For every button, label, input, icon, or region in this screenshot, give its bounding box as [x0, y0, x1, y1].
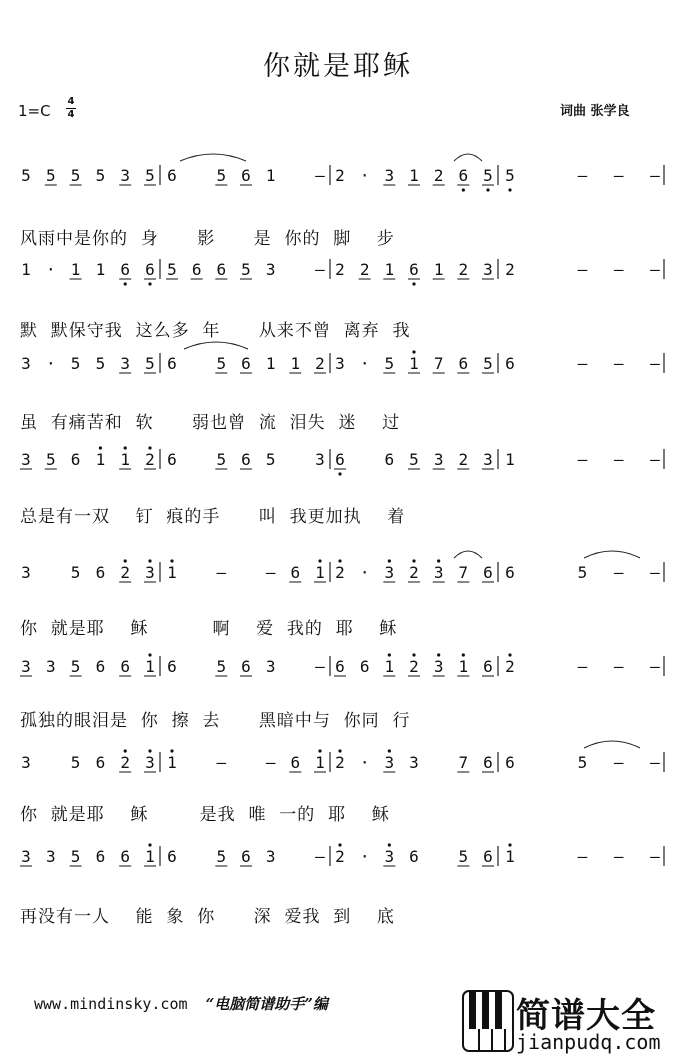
lyric-line-6: 孤独的眼泪是 你 擦 去 黑暗中与 你同 行 — [20, 711, 411, 731]
note: 7 — [458, 563, 469, 582]
low-dot — [148, 282, 151, 285]
note: 1 — [167, 563, 177, 582]
note: 6 — [70, 450, 81, 469]
note: 3 — [384, 166, 395, 185]
note: 6 — [483, 563, 493, 582]
note: 6 — [95, 753, 106, 772]
note: — — [216, 563, 227, 582]
note: 2 — [458, 450, 469, 469]
note: 2 — [409, 563, 419, 582]
note: 3 — [120, 166, 131, 185]
note: 3 — [483, 260, 493, 279]
note: 3 — [21, 563, 31, 582]
high-dot — [338, 843, 341, 846]
note: 3 — [433, 450, 444, 469]
note: 1 — [384, 260, 395, 279]
footer — [34, 993, 328, 1014]
note: 6 — [335, 450, 345, 469]
low-dot — [462, 188, 465, 191]
note: 3 — [45, 657, 56, 676]
note: 2 — [335, 753, 345, 772]
note: — — [265, 563, 276, 582]
note: — — [613, 260, 624, 279]
note: 6 — [359, 657, 370, 676]
note: — — [577, 657, 588, 676]
note: 1 — [21, 260, 31, 279]
note: 1 — [315, 563, 325, 582]
note: 6 — [145, 260, 155, 279]
note: 5 — [21, 166, 31, 185]
note: 6 — [241, 657, 251, 676]
note: 5 — [483, 354, 493, 373]
note: 6 — [167, 166, 177, 185]
note: 2 — [505, 657, 515, 676]
note: 3 — [384, 753, 395, 772]
note: 6 — [241, 450, 251, 469]
logo-text: 简谱大全 — [516, 996, 656, 1036]
note: 1 — [290, 354, 301, 373]
high-dot — [508, 843, 511, 846]
note: 1 — [409, 354, 419, 373]
high-dot — [148, 749, 151, 752]
note: 5 — [216, 450, 227, 469]
note: 1 — [315, 753, 325, 772]
low-dot — [486, 188, 489, 191]
note: 3 — [145, 563, 155, 582]
high-dot — [462, 653, 465, 656]
note: 6 — [483, 753, 493, 772]
note: 5 — [145, 166, 155, 185]
note: 1 — [384, 657, 395, 676]
low-dot — [124, 282, 127, 285]
note: 6 — [167, 847, 177, 866]
note: 2 — [335, 563, 345, 582]
slur — [454, 551, 482, 558]
note: 5 — [45, 166, 56, 185]
note: 3 — [483, 450, 493, 469]
note: — — [650, 847, 660, 866]
note: — — [315, 847, 325, 866]
note: 5 — [45, 450, 56, 469]
note: 3 — [315, 450, 325, 469]
high-dot — [170, 749, 173, 752]
note: 6 — [120, 847, 131, 866]
slur — [454, 154, 482, 161]
high-dot — [412, 559, 415, 562]
note: 5 — [409, 450, 419, 469]
note: — — [650, 657, 660, 676]
low-dot — [412, 282, 415, 285]
note: 5 — [483, 166, 493, 185]
note: 1 — [120, 450, 131, 469]
high-dot — [508, 653, 511, 656]
note: 3 — [21, 354, 31, 373]
note: — — [650, 260, 660, 279]
note: 3 — [335, 354, 345, 373]
high-dot — [148, 559, 151, 562]
note: 1 — [95, 260, 106, 279]
note: 6 — [384, 450, 395, 469]
note: 5 — [505, 166, 515, 185]
high-dot — [148, 653, 151, 656]
note: 2 — [120, 563, 131, 582]
note: 2 — [433, 166, 444, 185]
note: — — [315, 657, 325, 676]
note: 6 — [505, 354, 515, 373]
note: 6 — [120, 657, 131, 676]
site-logo[interactable] — [462, 988, 676, 1056]
note: — — [577, 847, 588, 866]
slur — [584, 551, 640, 558]
high-dot — [388, 653, 391, 656]
lyric-line-1: 风雨中是你的 身 影 是 你的 脚 步 — [20, 229, 395, 249]
note: 6 — [241, 354, 251, 373]
note: 3 — [433, 657, 444, 676]
lyric-line-5: 你 就是耶 稣 啊 爱 我的 耶 稣 — [20, 619, 398, 639]
note: 5 — [95, 166, 106, 185]
lyric-line-7: 你 就是耶 稣 是我 唯 一的 耶 稣 — [20, 805, 390, 825]
note: 1 — [458, 657, 469, 676]
high-dot — [437, 653, 440, 656]
note: 1 — [265, 166, 276, 185]
note: 1 — [70, 260, 81, 279]
note: — — [613, 753, 624, 772]
note: 5 — [70, 657, 81, 676]
note: 3 — [21, 753, 31, 772]
high-dot — [318, 749, 321, 752]
note: 5 — [70, 354, 81, 373]
note: 6 — [191, 260, 202, 279]
high-dot — [338, 749, 341, 752]
lyric-line-3: 虽 有痛苦和 软 弱也曾 流 泪失 迷 过 — [20, 413, 401, 433]
note: · — [359, 354, 370, 373]
note: — — [613, 847, 624, 866]
note: 7 — [433, 354, 444, 373]
note: 7 — [458, 753, 469, 772]
note: — — [315, 166, 325, 185]
slur — [180, 154, 246, 161]
high-dot — [412, 653, 415, 656]
note: — — [650, 753, 660, 772]
note: 3 — [265, 657, 276, 676]
high-dot — [170, 559, 173, 562]
note: 6 — [120, 260, 131, 279]
note: 3 — [21, 847, 31, 866]
note: 3 — [433, 563, 444, 582]
note: 6 — [505, 563, 515, 582]
lyric-line-2: 默 默保守我 这么多 年 从来不曾 离弃 我 — [20, 321, 411, 341]
note: 6 — [95, 847, 106, 866]
note: 1 — [95, 450, 106, 469]
high-dot — [99, 446, 102, 449]
high-dot — [338, 559, 341, 562]
note: 2 — [458, 260, 469, 279]
piano-keys-icon — [462, 990, 514, 1054]
footer-software: “电脑简谱助手”编 — [205, 995, 328, 1013]
note: 2 — [315, 354, 325, 373]
lyric-line-8: 再没有一人 能 象 你 深 爱我 到 底 — [20, 907, 395, 927]
note: 5 — [70, 753, 81, 772]
high-dot — [124, 446, 127, 449]
note: 6 — [409, 847, 419, 866]
note: 3 — [21, 657, 31, 676]
note: 6 — [167, 354, 177, 373]
note: · — [359, 753, 370, 772]
logo-url: jianpudq.com — [516, 1030, 661, 1054]
note: · — [359, 847, 370, 866]
key-signature: 1=C — [18, 102, 51, 120]
note: 5 — [216, 354, 227, 373]
note: 1 — [505, 847, 515, 866]
note: 5 — [216, 657, 227, 676]
high-dot — [148, 843, 151, 846]
note: 2 — [335, 847, 345, 866]
note: 6 — [167, 450, 177, 469]
note: 2 — [505, 260, 515, 279]
note: 3 — [384, 563, 395, 582]
note: 6 — [335, 657, 345, 676]
note: 6 — [290, 753, 301, 772]
note: — — [577, 450, 588, 469]
note: 5 — [70, 847, 81, 866]
slur — [184, 342, 248, 349]
note: 1 — [145, 657, 155, 676]
note: · — [359, 166, 370, 185]
note: 5 — [70, 563, 81, 582]
note: 6 — [241, 166, 251, 185]
note: 6 — [241, 847, 251, 866]
low-dot — [338, 472, 341, 475]
high-dot — [388, 749, 391, 752]
note: 6 — [505, 753, 515, 772]
slur — [584, 741, 640, 748]
note: 6 — [95, 657, 106, 676]
note: 6 — [290, 563, 301, 582]
note: — — [577, 260, 588, 279]
time-unit: 4 — [67, 109, 75, 120]
note: 6 — [483, 657, 493, 676]
note: 5 — [577, 753, 588, 772]
note: 1 — [409, 166, 419, 185]
note: — — [650, 450, 660, 469]
note: — — [613, 354, 624, 373]
note: 6 — [167, 657, 177, 676]
note: 3 — [265, 847, 276, 866]
note: 5 — [265, 450, 276, 469]
note: — — [650, 166, 660, 185]
note: 5 — [384, 354, 395, 373]
note: 6 — [216, 260, 227, 279]
high-dot — [388, 559, 391, 562]
note: 5 — [145, 354, 155, 373]
note: 5 — [216, 166, 227, 185]
high-dot — [388, 843, 391, 846]
note: — — [577, 354, 588, 373]
note: 2 — [145, 450, 155, 469]
note: · — [45, 260, 56, 279]
lyric-line-4: 总是有一双 钉 痕的手 叫 我更加执 着 — [20, 507, 406, 527]
note: — — [650, 354, 660, 373]
note: — — [613, 450, 624, 469]
composer-credit: 词曲 张学良 — [560, 104, 630, 119]
note: 3 — [21, 450, 31, 469]
high-dot — [318, 559, 321, 562]
note: — — [577, 166, 588, 185]
note: 1 — [167, 753, 177, 772]
note: · — [45, 354, 56, 373]
note: 2 — [335, 260, 345, 279]
note: 6 — [458, 166, 469, 185]
song-title: 你就是耶稣 — [263, 51, 413, 82]
note: — — [613, 166, 624, 185]
low-dot — [508, 188, 511, 191]
high-dot — [437, 559, 440, 562]
note: 5 — [241, 260, 251, 279]
time-beats: 4 — [67, 96, 75, 107]
note: — — [613, 657, 624, 676]
note: 5 — [167, 260, 177, 279]
footer-site-link[interactable]: www.mindinsky.com — [34, 995, 188, 1013]
note: — — [265, 753, 276, 772]
note: 5 — [577, 563, 588, 582]
high-dot — [412, 350, 415, 353]
high-dot — [148, 446, 151, 449]
note: 1 — [505, 450, 515, 469]
note: 2 — [409, 657, 419, 676]
note: — — [613, 563, 624, 582]
note: 3 — [384, 847, 395, 866]
note: 3 — [120, 354, 131, 373]
note: 1 — [433, 260, 444, 279]
note: 5 — [70, 166, 81, 185]
note: — — [315, 260, 325, 279]
note: — — [216, 753, 227, 772]
note: 5 — [95, 354, 106, 373]
note: 6 — [483, 847, 493, 866]
note: 3 — [145, 753, 155, 772]
note: 2 — [335, 166, 345, 185]
note: · — [359, 563, 370, 582]
note: 2 — [120, 753, 131, 772]
high-dot — [124, 559, 127, 562]
note: 5 — [458, 847, 469, 866]
note: 5 — [216, 847, 227, 866]
note: 3 — [45, 847, 56, 866]
note: 6 — [409, 260, 419, 279]
note: 1 — [265, 354, 276, 373]
note: 6 — [95, 563, 106, 582]
note: 2 — [359, 260, 370, 279]
note: — — [650, 563, 660, 582]
note: 3 — [265, 260, 276, 279]
note: 6 — [458, 354, 469, 373]
note: 1 — [145, 847, 155, 866]
high-dot — [124, 749, 127, 752]
note: 3 — [409, 753, 419, 772]
